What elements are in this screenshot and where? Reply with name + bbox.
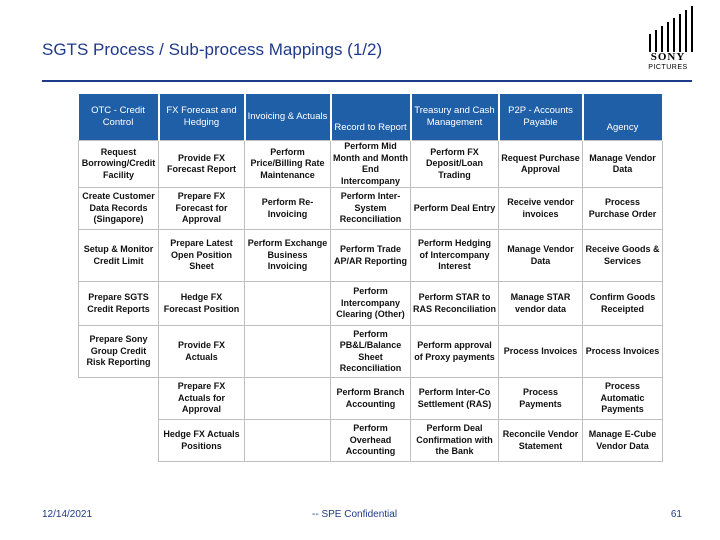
table-cell: Receive Goods & Services	[583, 230, 663, 282]
title-divider	[42, 80, 692, 82]
process-mapping-table	[78, 94, 664, 462]
table-cell	[245, 420, 331, 462]
table-row	[79, 188, 663, 230]
page-number: 61	[670, 509, 682, 520]
table-cell: Prepare Latest Open Position Sheet	[159, 230, 245, 282]
table-row	[79, 378, 663, 420]
table-cell: Perform Mid Month and Month End Intercompany	[331, 141, 411, 188]
table-row	[79, 420, 663, 462]
column-header: Invoicing & Actuals	[245, 94, 331, 141]
table-cell: Reconcile Vendor Statement	[499, 420, 583, 462]
table-cell: Perform Price/Billing Rate Maintenance	[245, 141, 331, 188]
table-cell: Process Invoices	[583, 326, 663, 378]
table-cell: Process Payments	[499, 378, 583, 420]
column-header: FX Forecast and Hedging	[159, 94, 245, 141]
column-header: P2P - Accounts Payable	[499, 94, 583, 141]
table-cell: Provide FX Actuals	[159, 326, 245, 378]
footer-date: 12/14/2021	[42, 509, 93, 520]
table-cell: Perform Inter-Co Settlement (RAS)	[411, 378, 499, 420]
table-cell: Perform approval of Proxy payments	[411, 326, 499, 378]
table-cell: Perform Deal Entry	[411, 188, 499, 230]
table-cell: Create Customer Data Records (Singapore)	[79, 188, 159, 230]
table-cell: Perform Deal Confirmation with the Bank	[411, 420, 499, 462]
table-cell	[79, 378, 159, 420]
table-cell: Request Borrowing/Credit Facility	[79, 141, 159, 188]
table-cell: Confirm Goods Receipted	[583, 282, 663, 326]
table-row	[79, 230, 663, 282]
table-cell: Manage Vendor Data	[499, 230, 583, 282]
table-cell: Process Purchase Order	[583, 188, 663, 230]
table-cell	[245, 378, 331, 420]
table-cell: Process Automatic Payments	[583, 378, 663, 420]
table-row	[79, 326, 663, 378]
table-cell: Hedge FX Forecast Position	[159, 282, 245, 326]
table-cell: Process Invoices	[499, 326, 583, 378]
table-cell: Prepare FX Actuals for Approval	[159, 378, 245, 420]
table-cell: Perform Intercompany Clearing (Other)	[331, 282, 411, 326]
table-cell	[79, 420, 159, 462]
table-cell: Perform Exchange Business Invoicing	[245, 230, 331, 282]
column-header: Record to Report	[331, 94, 411, 141]
table-row	[79, 141, 663, 188]
table-cell: Receive vendor invoices	[499, 188, 583, 230]
column-header: Treasury and Cash Management	[411, 94, 499, 141]
table-cell: Perform Trade AP/AR Reporting	[331, 230, 411, 282]
logo-bars-icon	[645, 4, 697, 52]
table-cell: Perform Branch Accounting	[331, 378, 411, 420]
table-cell: Perform Re-Invoicing	[245, 188, 331, 230]
table-cell: Perform Inter-System Reconciliation	[331, 188, 411, 230]
footer-confidential: -- SPE Confidential	[312, 509, 398, 520]
column-header: Agency	[583, 94, 663, 141]
table-cell: Manage E-Cube Vendor Data	[583, 420, 663, 462]
table-cell: Perform STAR to RAS Reconciliation	[411, 282, 499, 326]
table-cell: Perform PB&L/Balance Sheet Reconciliation	[331, 326, 411, 378]
column-header: OTC - Credit Control	[79, 94, 159, 141]
table-cell: Perform Overhead Accounting	[331, 420, 411, 462]
table-cell: Prepare SGTS Credit Reports	[79, 282, 159, 326]
table-cell: Manage Vendor Data	[583, 141, 663, 188]
table-cell: Manage STAR vendor data	[499, 282, 583, 326]
table-cell	[245, 282, 331, 326]
table-row	[79, 282, 663, 326]
table-cell: Hedge FX Actuals Positions	[159, 420, 245, 462]
table-cell: Prepare FX Forecast for Approval	[159, 188, 245, 230]
table-cell: Perform Hedging of Intercompany Interest	[411, 230, 499, 282]
table-cell: Provide FX Forecast Report	[159, 141, 245, 188]
table-cell: Perform FX Deposit/Loan Trading	[411, 141, 499, 188]
logo-tagline: PICTURES	[648, 64, 688, 71]
logo-brand: SONY	[650, 51, 686, 63]
sony-pictures-logo	[637, 4, 699, 76]
table-header-row	[79, 94, 663, 141]
table-cell: Request Purchase Approval	[499, 141, 583, 188]
table-cell	[245, 326, 331, 378]
table-cell: Prepare Sony Group Credit Risk Reporting	[79, 326, 159, 378]
table-cell: Setup & Monitor Credit Limit	[79, 230, 159, 282]
page-title: SGTS Process / Sub-process Mappings (1/2)	[42, 40, 383, 59]
